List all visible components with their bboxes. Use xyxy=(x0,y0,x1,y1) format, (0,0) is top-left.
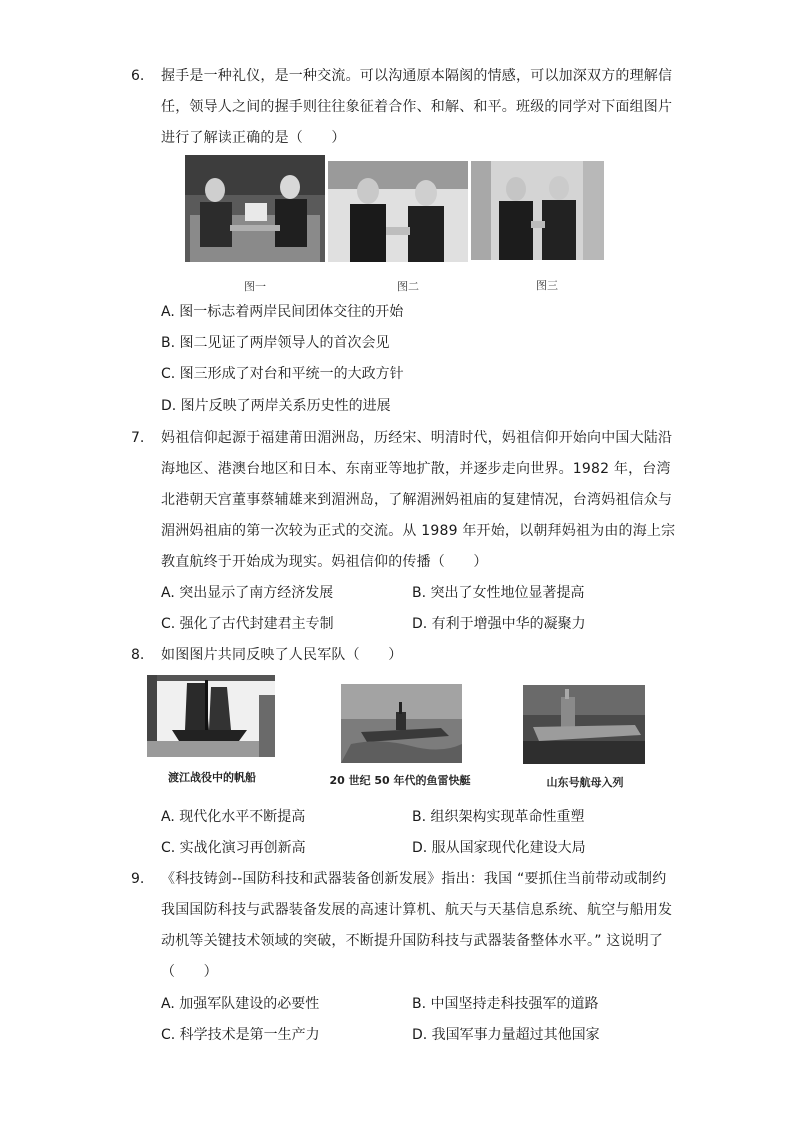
question-7-stem-line-5: 教直航终于开始成为现实。妈祖信仰的传播（ ） xyxy=(161,554,488,570)
question-7-stem-line-4: 湄洲妈祖庙的第一次较为正式的交流。从 1989 年开始，以朝拜妈祖为由的海上宗 xyxy=(161,523,676,539)
question-6-number: 6. xyxy=(131,68,145,84)
q8-option-b: B. 组织架构实现革命性重塑 xyxy=(412,809,585,825)
q7-option-c: C. 强化了古代封建君主专制 xyxy=(161,616,334,632)
q8-option-a: A. 现代化水平不断提高 xyxy=(161,809,306,825)
q9-option-c: C. 科学技术是第一生产力 xyxy=(161,1027,320,1043)
question-9-number: 9. xyxy=(131,871,145,887)
q6-caption-3: 图三 xyxy=(536,279,558,292)
q9-option-d: D. 我国军事力量超过其他国家 xyxy=(412,1027,600,1043)
q8-photo-torpedo-boat xyxy=(341,684,462,763)
q9-option-a: A. 加强军队建设的必要性 xyxy=(161,996,320,1012)
question-8-number: 8. xyxy=(131,647,145,663)
q6-option-b: B. 图二见证了两岸领导人的首次会见 xyxy=(161,335,390,351)
q8-photo-aircraft-carrier xyxy=(523,685,645,764)
question-7-stem-line-2: 海地区、港澳台地区和日本、东南亚等地扩散，并逐步走向世界。1982 年，台湾 xyxy=(161,461,671,477)
q6-option-c: C. 图三形成了对台和平统一的大政方针 xyxy=(161,366,404,382)
q7-option-b: B. 突出了女性地位显著提高 xyxy=(412,585,585,601)
q6-photo-handshake-1 xyxy=(185,155,325,262)
question-6-stem-line-1: 握手是一种礼仪，是一种交流。可以沟通原本隔阂的情感，可以加深双方的理解信 xyxy=(161,68,673,84)
question-9-stem-line-2: 我国国防科技与武器装备发展的高速计算机、航天与天基信息系统、航空与船用发 xyxy=(161,902,673,918)
q8-caption-3: 山东号航母入列 xyxy=(546,776,624,789)
q8-photo-sailboat xyxy=(147,675,275,757)
q6-caption-1: 图一 xyxy=(244,280,266,293)
q8-caption-2: 20 世纪 50 年代的鱼雷快艇 xyxy=(329,774,471,787)
question-9-stem-line-1: 《科技铸剑--国防科技和武器装备创新发展》指出：我国 “要抓住当前带动或制约 xyxy=(161,871,667,887)
q7-option-d: D. 有利于增强中华的凝聚力 xyxy=(412,616,586,632)
q8-option-d: D. 服从国家现代化建设大局 xyxy=(412,840,586,856)
question-9-stem-line-3: 动机等关键技术领域的突破，不断提升国防科技与武器装备整体水平。” 这说明了 xyxy=(161,933,664,949)
q8-caption-1: 渡江战役中的帆船 xyxy=(168,771,256,784)
question-7-stem-line-3: 北港朝天宫董事蔡辅雄来到湄洲岛，了解湄洲妈祖庙的复建情况，台湾妈祖信众与 xyxy=(161,492,673,508)
q6-photo-handshake-3 xyxy=(471,161,604,260)
q9-option-b: B. 中国坚持走科技强军的道路 xyxy=(412,996,599,1012)
q8-option-c: C. 实战化演习再创新高 xyxy=(161,840,306,856)
q7-option-a: A. 突出显示了南方经济发展 xyxy=(161,585,334,601)
question-7-number: 7. xyxy=(131,430,145,446)
question-6-stem-line-3: 进行了解读正确的是（ ） xyxy=(161,130,346,146)
q6-caption-2: 图二 xyxy=(397,280,419,293)
q6-option-d: D. 图片反映了两岸关系历史性的进展 xyxy=(161,398,391,414)
question-7-stem-line-1: 妈祖信仰起源于福建莆田湄洲岛，历经宋、明清时代，妈祖信仰开始向中国大陆沿 xyxy=(161,430,673,446)
question-6-stem-line-2: 任，领导人之间的握手则往往象征着合作、和解、和平。班级的同学对下面组图片 xyxy=(161,99,673,115)
q6-photo-handshake-2 xyxy=(328,161,468,262)
q6-option-a: A. 图一标志着两岸民间团体交往的开始 xyxy=(161,304,404,320)
question-9-stem-line-4: （ ） xyxy=(161,964,218,980)
question-8-stem-line-1: 如图图片共同反映了人民军队（ ） xyxy=(161,647,403,663)
